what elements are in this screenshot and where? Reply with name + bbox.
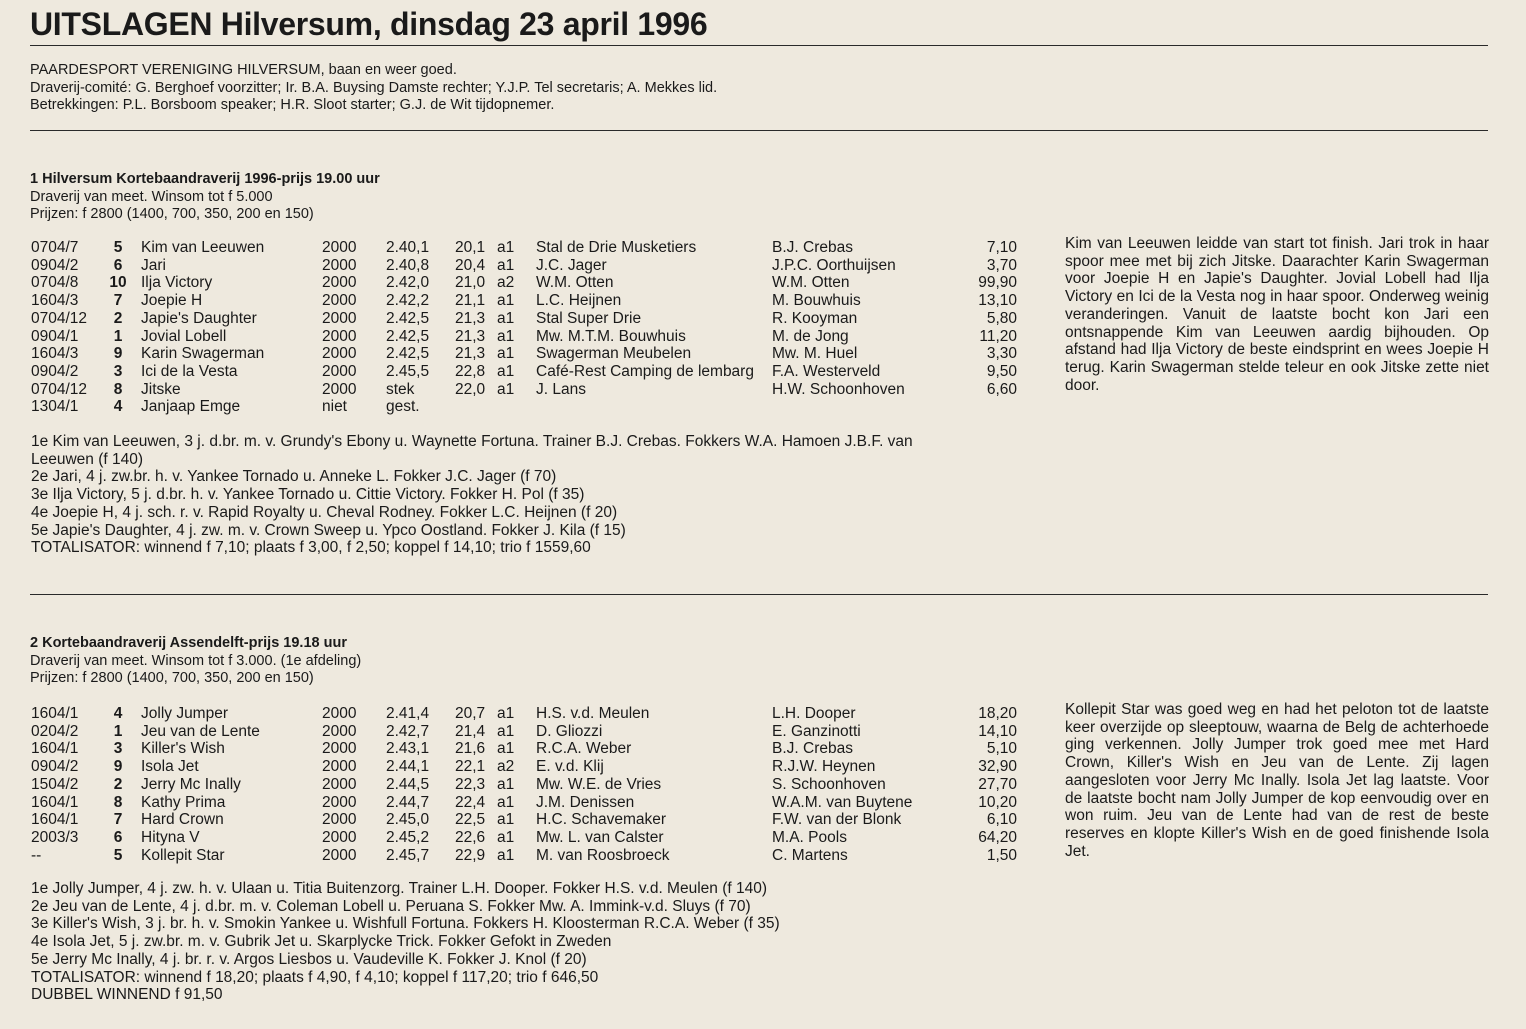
owner-name: Mw. M.T.M. Bouwhuis <box>536 327 686 345</box>
odds: 7,10 <box>986 239 1017 256</box>
start-position: a1 <box>497 828 515 846</box>
driver-name: R. Kooyman <box>772 309 858 327</box>
start-position: a1 <box>497 345 515 363</box>
result-row <box>0 740 1060 758</box>
start-position: a1 <box>497 380 515 398</box>
driver-name: R.J.W. Heynen <box>772 758 876 776</box>
driver-name: S. Schoonhoven <box>772 775 886 793</box>
start-code: 0704/12 <box>31 380 88 398</box>
km-time: 20,7 <box>455 705 486 722</box>
result-row <box>0 794 1060 812</box>
start-position: a1 <box>497 846 515 864</box>
finish-time: gest. <box>386 398 420 416</box>
odds: 10,20 <box>978 793 1017 811</box>
race-2-pedigree <box>31 880 991 1004</box>
horse-name: Japie's Daughter <box>141 309 257 327</box>
horse-name: Kollepit Star <box>141 846 225 864</box>
pedigree-line: TOTALISATOR: winnend f 7,10; plaats f 3,00, f 2,50; koppel f 14,10; trio f 1559,60 <box>31 539 591 557</box>
result-row <box>0 811 1060 829</box>
distance: 2000 <box>322 811 357 829</box>
distance: 2000 <box>322 239 357 256</box>
start-number: 9 <box>113 345 123 363</box>
owner-name: H.S. v.d. Meulen <box>536 705 650 722</box>
km-time: 22,5 <box>455 811 486 829</box>
result-row <box>0 381 1060 399</box>
distance: 2000 <box>322 345 357 363</box>
result-row <box>0 847 1060 865</box>
driver-name: M.A. Pools <box>772 828 847 846</box>
start-position: a1 <box>497 256 515 274</box>
result-row <box>0 310 1060 328</box>
race-prizes: Prijzen: f 2800 (1400, 700, 350, 200 en 150) <box>30 206 314 222</box>
distance: niet <box>322 398 347 416</box>
driver-name: B.J. Crebas <box>772 239 853 256</box>
driver-name: W.M. Otten <box>772 274 850 292</box>
finish-time: 2.44,1 <box>386 758 430 776</box>
start-number: 2 <box>113 309 123 327</box>
horse-name: Ici de la Vesta <box>141 362 238 380</box>
horse-name: Kim van Leeuwen <box>141 239 265 256</box>
horse-name: Killer's Wish <box>141 740 225 758</box>
result-row <box>0 274 1060 292</box>
race-1-report: Kim van Leeuwen leidde van start tot finish. Jari trok in haar spoor mee met bij zich Jitske. Daarachter Karin Swagerman voor Joepie H en Japie's Daughter. Jovial Lobell had Ilja Victory en Ici de la Vesta nog in haar spoor. Onderweg weinig veranderingen. Vanuit de laatste bocht kon Jari een ontsnappende Kim van Leeuwen aardig bijhouden. Op afstand had Ilja Victory de beste eindsprint en wees Joepie H terug. Karin Swagerman stelde teleur en ook Jitske zette niet door. <box>1065 235 1489 394</box>
pedigree-line: 2e Jeu van de Lente, 4 j. d.br. m. v. Coleman Lobell u. Peruana S. Fokker Mw. A. Immink-v.d. Sluys (f 70) <box>31 897 751 915</box>
start-number: 7 <box>113 292 123 310</box>
finish-time: 2.42,0 <box>386 274 430 292</box>
race-2-header <box>30 635 361 688</box>
race-conditions: Draverij van meet. Winsom tot f 3.000. (1e afdeling) <box>30 652 362 669</box>
driver-name: F.W. van der Blonk <box>772 811 902 829</box>
finish-time: 2.42,5 <box>386 345 430 363</box>
km-time: 21,3 <box>455 327 486 345</box>
start-code: 0704/8 <box>31 274 79 292</box>
distance: 2000 <box>322 828 357 846</box>
owner-name: Swagerman Meubelen <box>536 345 692 363</box>
finish-time: 2.42,2 <box>386 292 430 310</box>
pedigree-line: TOTALISATOR: winnend f 18,20; plaats f 4,90, f 4,10; koppel f 117,20; trio f 646,50 <box>31 968 599 986</box>
start-code: 1604/1 <box>31 793 79 811</box>
odds: 3,70 <box>986 256 1017 274</box>
horse-name: Jovial Lobell <box>141 327 227 345</box>
horse-name: Kathy Prima <box>141 793 226 811</box>
start-code: 0204/2 <box>31 722 79 740</box>
km-time: 22,3 <box>455 775 486 793</box>
distance: 2000 <box>322 775 357 793</box>
pedigree-line: 2e Jari, 4 j. zw.br. h. v. Yankee Tornado u. Anneke L. Fokker J.C. Jager (f 70) <box>31 468 557 486</box>
km-time: 22,6 <box>455 828 486 846</box>
start-position: a1 <box>497 239 515 256</box>
driver-name: B.J. Crebas <box>772 740 853 758</box>
odds: 6,10 <box>986 811 1017 829</box>
start-number: 4 <box>113 398 123 416</box>
start-number: 2 <box>113 775 123 793</box>
finish-time: 2.45,7 <box>386 846 430 864</box>
result-row <box>0 239 1060 257</box>
start-code: 1304/1 <box>31 398 79 416</box>
start-number: 1 <box>113 327 123 345</box>
km-time: 22,1 <box>455 758 486 776</box>
result-row <box>0 257 1060 275</box>
pedigree-line: 1e Kim van Leeuwen, 3 j. d.br. m. v. Grundy's Ebony u. Waynette Fortuna. Trainer B.J. Crebas. Fokkers W.A. Hamoen J.B.F. van <box>31 433 913 450</box>
start-number: 3 <box>113 740 123 758</box>
distance: 2000 <box>322 327 357 345</box>
horse-name: Hard Crown <box>141 811 224 829</box>
owner-name: L.C. Heijnen <box>536 292 622 310</box>
km-time: 22,9 <box>455 846 486 864</box>
distance: 2000 <box>322 793 357 811</box>
odds: 9,50 <box>986 362 1017 380</box>
horse-name: Jari <box>141 256 166 274</box>
owner-name: J.C. Jager <box>536 256 607 274</box>
km-time: 21,6 <box>455 740 486 758</box>
start-position: a1 <box>497 811 515 829</box>
owner-name: Stal de Drie Musketiers <box>536 239 697 256</box>
owner-name: E. v.d. Klij <box>536 758 604 776</box>
odds: 64,20 <box>978 828 1017 846</box>
owner-name: J.M. Denissen <box>536 793 635 811</box>
section-rule <box>30 594 1488 595</box>
horse-name: Isola Jet <box>141 758 199 776</box>
distance: 2000 <box>322 380 357 398</box>
finish-time: 2.40,1 <box>386 239 430 256</box>
result-row <box>0 723 1060 741</box>
start-number: 4 <box>113 705 123 722</box>
km-time: 20,1 <box>455 239 486 256</box>
driver-name: E. Ganzinotti <box>772 722 861 740</box>
title-rule <box>30 45 1488 46</box>
km-time: 21,4 <box>455 722 486 740</box>
finish-time: 2.43,1 <box>386 740 430 758</box>
pedigree-line: 4e Joepie H, 4 j. sch. r. v. Rapid Royalty u. Cheval Rodney. Fokker L.C. Heijnen (f 20) <box>31 503 618 521</box>
start-code: 0704/7 <box>31 239 79 256</box>
km-time: 22,4 <box>455 793 486 811</box>
horse-name: Ilja Victory <box>141 274 213 292</box>
finish-time: 2.45,2 <box>386 828 430 846</box>
driver-name: W.A.M. van Buytene <box>772 793 913 811</box>
race-2-report: Kollepit Star was goed weg en had het peloton tot de laatste keer overzijde op sleeptouw, waarna de Belg de achterhoede ging verkennen. Jolly Jumper trok goed mee met Hard Crown, Killer's Wish en Jeu van de Lente. Zij lagen aangesloten voor Jerry Mc Inally. Isola Jet lag laatste. Voor de laatste bocht nam Jolly Jumper de kop eenvoudig over en won ruim. Jeu van de Lente had van de rest de beste reserves en klopte Killer's Wish en de goed finishende Isola Jet. <box>1065 701 1489 860</box>
result-row <box>0 345 1060 363</box>
start-code: 0904/2 <box>31 758 79 776</box>
odds: 11,20 <box>979 327 1017 345</box>
driver-name: Mw. M. Huel <box>772 345 858 363</box>
info-line: Draverij-comité: G. Berghoef voorzitter; Ir. B.A. Buysing Damste rechter; Y.J.P. Tel secretaris; A. Mekkes lid. <box>30 79 718 96</box>
pedigree-line: Leeuwen (f 140) <box>31 450 144 468</box>
info-line: PAARDESPORT VERENIGING HILVERSUM, baan en weer goed. <box>30 62 457 78</box>
start-code: 1604/3 <box>31 345 79 363</box>
owner-name: Mw. W.E. de Vries <box>536 775 662 793</box>
start-code: 0904/2 <box>31 362 79 380</box>
section-rule <box>30 130 1488 131</box>
club-info <box>30 62 717 115</box>
start-number: 9 <box>113 758 123 776</box>
odds: 18,20 <box>978 705 1017 722</box>
pedigree-line: 1e Jolly Jumper, 4 j. zw. h. v. Ulaan u. Titia Buitenzorg. Trainer L.H. Dooper. Fokker H.S. v.d. Meulen (f 140) <box>31 880 768 897</box>
start-position: a1 <box>497 327 515 345</box>
result-row <box>0 292 1060 310</box>
start-position: a1 <box>497 740 515 758</box>
race-1-pedigree <box>31 433 991 557</box>
distance: 2000 <box>322 722 357 740</box>
start-code: 0704/12 <box>31 309 88 327</box>
start-code: 1604/1 <box>31 811 79 829</box>
start-number: 10 <box>109 274 127 292</box>
odds: 27,70 <box>978 775 1017 793</box>
pedigree-line: 3e Ilja Victory, 5 j. d.br. h. v. Yankee Tornado u. Cittie Victory. Fokker H. Pol (f 35) <box>31 486 585 504</box>
start-code: 1504/2 <box>31 775 79 793</box>
finish-time: 2.45,5 <box>386 362 430 380</box>
odds: 5,80 <box>986 309 1017 327</box>
finish-time: 2.40,8 <box>386 256 430 274</box>
distance: 2000 <box>322 292 357 310</box>
distance: 2000 <box>322 740 357 758</box>
start-number: 5 <box>113 239 123 256</box>
horse-name: Jitske <box>141 380 181 398</box>
start-number: 1 <box>113 722 123 740</box>
start-position: a1 <box>497 705 515 722</box>
odds: 32,90 <box>978 758 1017 776</box>
start-position: a1 <box>497 362 515 380</box>
km-time: 21,0 <box>455 274 486 292</box>
odds: 6,60 <box>986 380 1017 398</box>
start-position: a1 <box>497 309 515 327</box>
race-title: 1 Hilversum Kortebaandraverij 1996-prijs 19.00 uur <box>30 171 380 187</box>
result-row <box>0 705 1060 723</box>
km-time: 21,3 <box>455 309 486 327</box>
race-conditions: Draverij van meet. Winsom tot f 5.000 <box>30 188 273 205</box>
start-number: 3 <box>113 362 123 380</box>
driver-name: H.W. Schoonhoven <box>772 380 905 398</box>
start-code: 1604/1 <box>31 740 79 758</box>
pedigree-line: DUBBEL WINNEND f 91,50 <box>31 986 223 1004</box>
page-title: UITSLAGEN Hilversum, dinsdag 23 april 1996 <box>30 6 708 42</box>
km-time: 22,0 <box>455 380 486 398</box>
pedigree-line: 4e Isola Jet, 5 j. zw.br. m. v. Gubrik Jet u. Skarplycke Trick. Fokker Gefokt in Zweden <box>31 933 612 951</box>
owner-name: M. van Roosbroeck <box>536 846 670 864</box>
pedigree-line: 5e Japie's Daughter, 4 j. zw. m. v. Crown Sweep u. Ypco Oostland. Fokker J. Kila (f 15) <box>31 521 626 539</box>
odds: 13,10 <box>978 292 1017 310</box>
start-code: 1604/3 <box>31 292 79 310</box>
odds: 1,50 <box>986 846 1017 864</box>
start-code: -- <box>31 846 42 864</box>
start-number: 5 <box>113 846 123 864</box>
start-number: 7 <box>113 811 123 829</box>
result-row <box>0 758 1060 776</box>
owner-name: D. Gliozzi <box>536 722 603 740</box>
km-time: 21,3 <box>455 345 486 363</box>
horse-name: Hityna V <box>141 828 200 846</box>
result-row <box>0 829 1060 847</box>
horse-name: Jerry Mc Inally <box>141 775 241 793</box>
distance: 2000 <box>322 274 357 292</box>
start-position: a2 <box>497 274 515 292</box>
driver-name: L.H. Dooper <box>772 705 856 722</box>
horse-name: Karin Swagerman <box>141 345 265 363</box>
start-number: 6 <box>113 256 123 274</box>
pedigree-line: 3e Killer's Wish, 3 j. br. h. v. Smokin Yankee u. Wishfull Fortuna. Fokkers H. Kloosterman R.C.A. Weber (f 35) <box>31 915 780 933</box>
start-number: 8 <box>113 380 123 398</box>
horse-name: Jeu van de Lente <box>141 722 260 740</box>
finish-time: 2.41,4 <box>386 705 430 722</box>
finish-time: 2.44,5 <box>386 775 430 793</box>
driver-name: M. Bouwhuis <box>772 292 861 310</box>
finish-time: 2.42,5 <box>386 327 430 345</box>
start-position: a1 <box>497 722 515 740</box>
distance: 2000 <box>322 705 357 722</box>
odds: 14,10 <box>978 722 1017 740</box>
distance: 2000 <box>322 362 357 380</box>
start-number: 6 <box>113 828 123 846</box>
start-number: 8 <box>113 793 123 811</box>
driver-name: F.A. Westerveld <box>772 362 881 380</box>
owner-name: Café-Rest Camping de lembarg <box>536 362 754 380</box>
finish-time: stek <box>386 380 415 398</box>
info-line: Betrekkingen: P.L. Borsboom speaker; H.R. Sloot starter; G.J. de Wit tijdopnemer. <box>30 97 555 113</box>
finish-time: 2.42,5 <box>386 309 430 327</box>
race-title: 2 Kortebaandraverij Assendelft-prijs 19.18 uur <box>30 635 347 651</box>
distance: 2000 <box>322 309 357 327</box>
start-code: 0904/2 <box>31 256 79 274</box>
owner-name: W.M. Otten <box>536 274 614 292</box>
result-row <box>0 363 1060 381</box>
start-code: 2003/3 <box>31 828 79 846</box>
owner-name: J. Lans <box>536 380 586 398</box>
result-row <box>0 776 1060 794</box>
owner-name: R.C.A. Weber <box>536 740 632 758</box>
driver-name: M. de Jong <box>772 327 849 345</box>
horse-name: Joepie H <box>141 292 203 310</box>
start-position: a1 <box>497 292 515 310</box>
race-1-header <box>30 171 380 224</box>
start-code: 1604/1 <box>31 705 79 722</box>
distance: 2000 <box>322 846 357 864</box>
finish-time: 2.42,7 <box>386 722 430 740</box>
distance: 2000 <box>322 758 357 776</box>
finish-time: 2.44,7 <box>386 793 430 811</box>
distance: 2000 <box>322 256 357 274</box>
start-position: a1 <box>497 775 515 793</box>
km-time: 20,4 <box>455 256 486 274</box>
horse-name: Janjaap Emge <box>141 398 241 416</box>
owner-name: H.C. Schavemaker <box>536 811 667 829</box>
finish-time: 2.45,0 <box>386 811 430 829</box>
result-row <box>0 398 1060 416</box>
result-row <box>0 328 1060 346</box>
odds: 99,90 <box>978 274 1017 292</box>
driver-name: J.P.C. Oorthuijsen <box>772 256 896 274</box>
race-prizes: Prijzen: f 2800 (1400, 700, 350, 200 en 150) <box>30 670 314 686</box>
pedigree-line: 5e Jerry Mc Inally, 4 j. br. r. v. Argos Liesbos u. Vaudeville K. Fokker J. Knol (f 20) <box>31 950 587 968</box>
km-time: 22,8 <box>455 362 486 380</box>
odds: 3,30 <box>986 345 1017 363</box>
start-position: a2 <box>497 758 515 776</box>
owner-name: Stal Super Drie <box>536 309 642 327</box>
start-position: a1 <box>497 793 515 811</box>
horse-name: Jolly Jumper <box>141 705 228 722</box>
odds: 5,10 <box>986 740 1017 758</box>
start-code: 0904/1 <box>31 327 79 345</box>
driver-name: C. Martens <box>772 846 848 864</box>
km-time: 21,1 <box>455 292 486 310</box>
owner-name: Mw. L. van Calster <box>536 828 664 846</box>
